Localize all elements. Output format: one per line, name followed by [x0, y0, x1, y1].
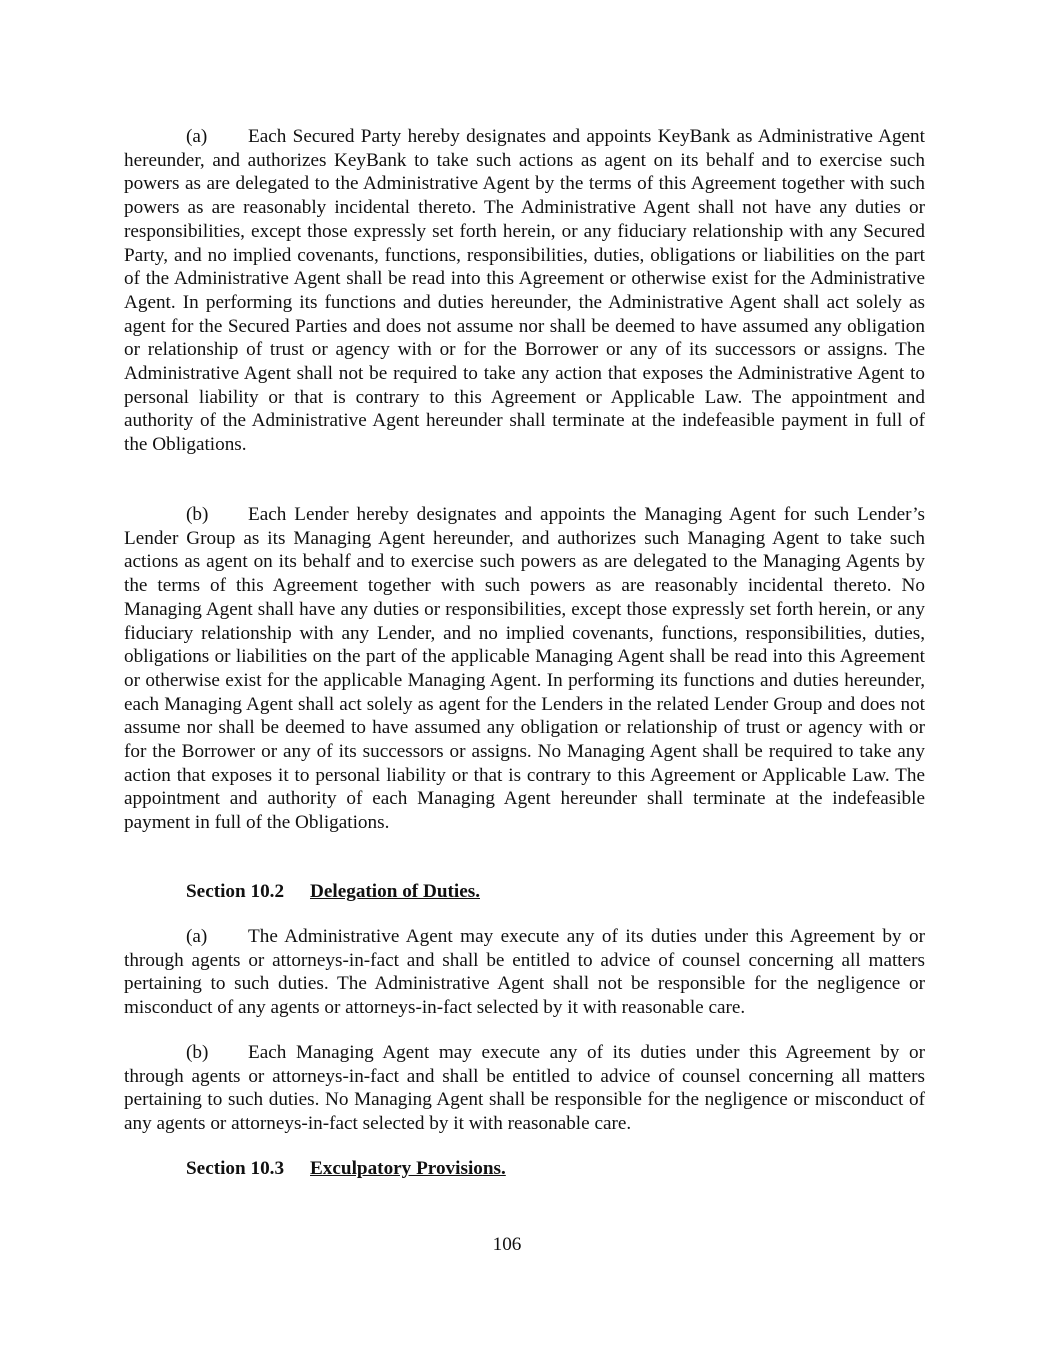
paragraph-label: (b) [186, 504, 209, 525]
paragraph-label: (a) [186, 126, 208, 147]
paragraph-text: Each Managing Agent may execute any of its duties under this Agreement by or through agents or attorneys-in-fact and shall be entitled to advice of counsel concerning all matters pertaining to such duties. No Managing Agent shall be responsible for the negligence or misconduct of any agents or attorneys-in-fact selected by it with reasonable care. [124, 1042, 925, 1135]
section-title: Exculpatory Provisions. [310, 1158, 506, 1179]
paragraph-label: (b) [186, 1042, 209, 1063]
section-number: Section 10.2 [186, 881, 285, 902]
paragraph-label: (a) [186, 926, 208, 947]
paragraph-10-1-a [124, 125, 925, 457]
section-heading-10-3 [186, 1157, 506, 1181]
paragraph-10-2-a [124, 925, 925, 1020]
page-number: 106 [492, 1234, 522, 1255]
paragraph-text: Each Secured Party hereby designates and appoints KeyBank as Administrative Agent hereunder, and authorizes KeyBank to take such actions as agent on its behalf and to exercise such powers as are delegated to the Administrative Agent by the terms of this Agreement together with such powers as are reasonably incidental thereto. The Administrative Agent shall not have any duties or responsibilities, except those expressly set forth herein, or any fiduciary relationship with any Secured Party, and no implied covenants, functions, responsibilities, duties, obligations or liabilities on the part of the Administrative Agent shall be read into this Agreement or otherwise exist for the Administrative Agent. In performing its functions and duties hereunder, the Administrative Agent shall act solely as agent for the Secured Parties and does not assume nor shall be deemed to have assumed any obligation or relationship of trust or agency with or for the Borrower or any of its successors or assigns. The Administrative Agent shall not be required to take any action that exposes the Administrative Agent to personal liability or that is contrary to this Agreement or Applicable Law. The appointment and authority of the Administrative Agent hereunder shall terminate at the indefeasible payment in full of the Obligations. [124, 126, 925, 456]
paragraph-text: The Administrative Agent may execute any of its duties under this Agreement by or through agents or attorneys-in-fact and shall be entitled to advice of counsel concerning all matters pertaining to such duties. The Administrative Agent shall not be responsible for the negligence or misconduct of any agents or attorneys-in-fact selected by it with reasonable care. [124, 926, 925, 1019]
paragraph-10-2-b [124, 1041, 925, 1136]
paragraph-10-1-b [124, 503, 925, 835]
section-title: Delegation of Duties. [310, 881, 480, 902]
paragraph-text: Each Lender hereby designates and appoints the Managing Agent for such Lender’s Lender Group as its Managing Agent hereunder, and authorizes such Managing Agent to take such actions as agent on its behalf and to exercise such powers as are delegated to the Managing Agents by the terms of this Agreement together with such powers as are reasonably incidental thereto. No Managing Agent shall have any duties or responsibilities, except those expressly set forth herein, or any fiduciary relationship with any Lender, and no implied covenants, functions, responsibilities, duties, obligations or liabilities on the part of the applicable Managing Agent shall be read into this Agreement or otherwise exist for the applicable Managing Agent. In performing its functions and duties hereunder, each Managing Agent shall act solely as agent for the Lenders in the related Lender Group and does not assume nor shall be deemed to have assumed any obligation or relationship of trust or agency with or for the Borrower or any of its successors or assigns. No Managing Agent shall be required to take any action that exposes it to personal liability or that is contrary to this Agreement or Applicable Law. The appointment and authority of each Managing Agent hereunder shall terminate at the indefeasible payment in full of the Obligations. [124, 504, 925, 834]
section-number: Section 10.3 [186, 1158, 285, 1179]
section-heading-10-2 [186, 880, 480, 904]
